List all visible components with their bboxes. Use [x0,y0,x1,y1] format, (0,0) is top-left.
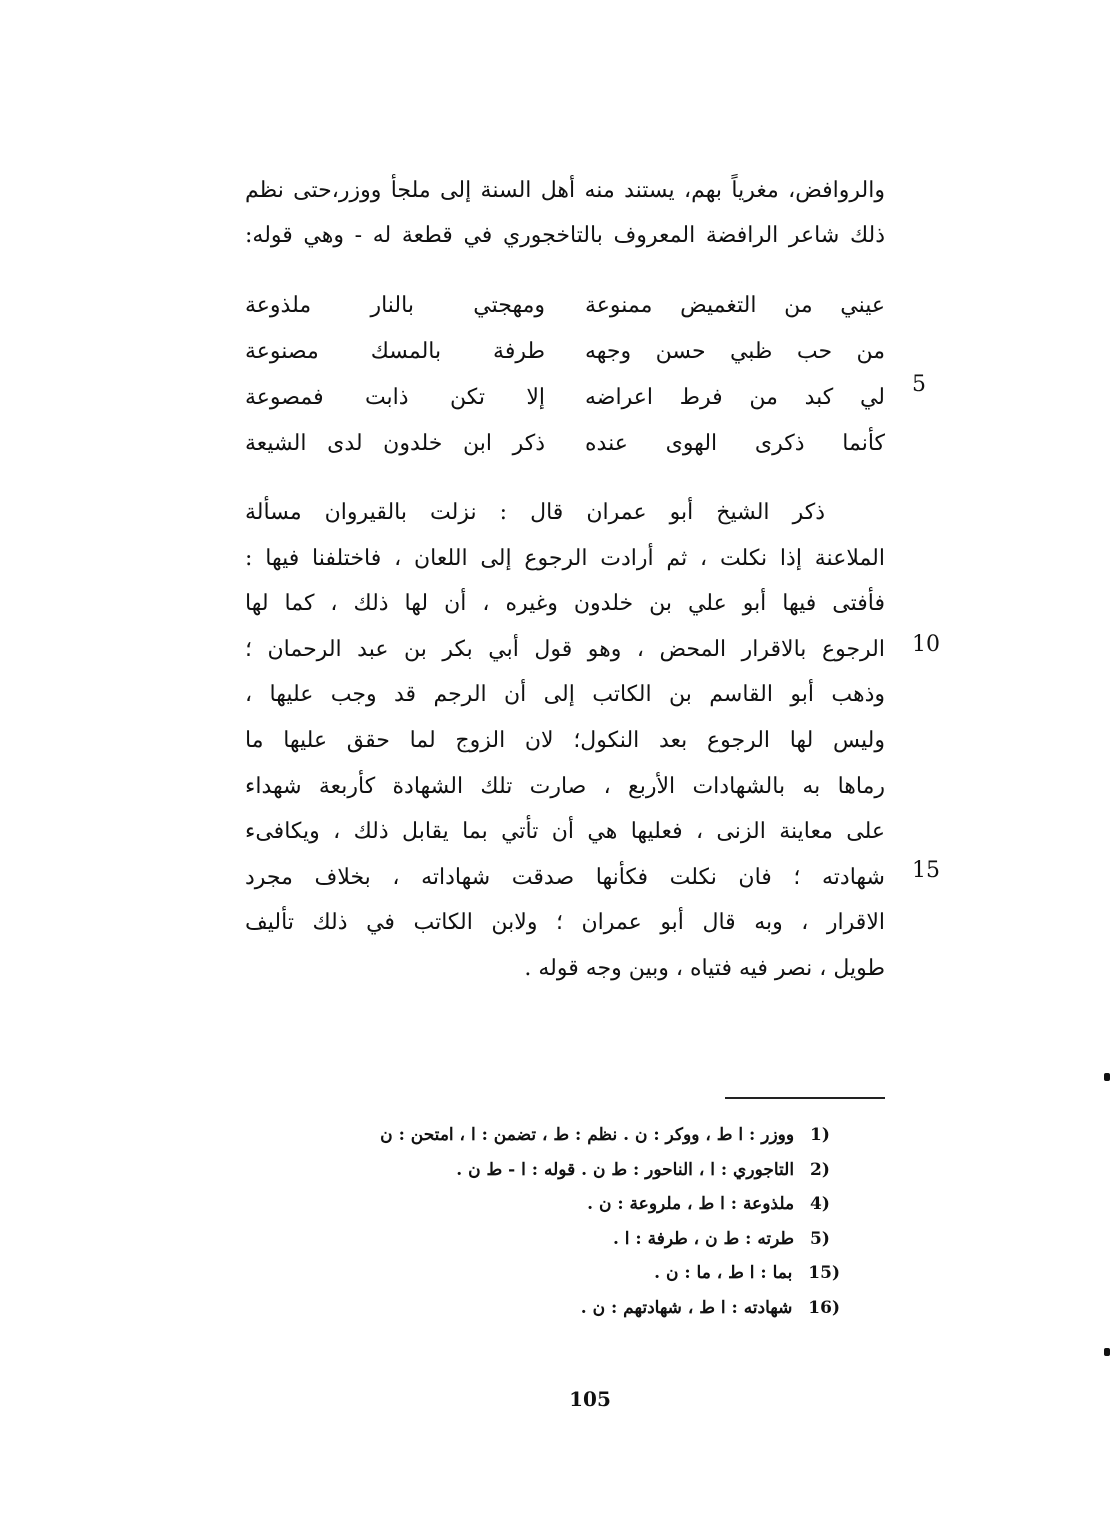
page-number: 105 [569,1387,611,1411]
verse-first-hemistich: عيني من التغميض ممنوعة [585,293,885,318]
text-line: طويل ، نصر فيه فتياه ، وبين وجه قوله . [524,955,885,981]
footnote-number: 4) [810,1194,830,1214]
footnote-number: 2) [810,1159,830,1180]
footnotes [250,1118,840,1325]
footnote-number: 1) [810,1125,830,1145]
text-line: ذلك شاعر الرافضة المعروف بالتاخجوري في قطعة له - وهي قوله: [245,223,885,248]
verse-second-hemistich: إلا تكن ذابت فمصوعة [245,385,545,410]
text-line: رماها به بالشهادات الأربع ، صارت تلك الشهادة كأربعة شهداء [245,773,885,799]
text-line: الاقرار ، وبه قال أبو عمران ؛ ولابن الكاتب في ذلك تأليف [245,910,885,936]
verse-first-hemistich: من حب ظبي حسن وجهه [585,339,885,364]
footnote [250,1153,840,1188]
verse-first-hemistich: كأنما ذكرى الهوى عنده [585,431,885,456]
line-number: 10 [912,632,940,657]
poem [245,283,885,467]
text-line: وليس لها الرجوع بعد النكول؛ لان الزوج لما حقق عليها ما [245,727,885,753]
scan-edge-mark [1104,1073,1110,1081]
footnote-text: ملذوعة : ا ط ، ملروعة : ن . [587,1194,795,1214]
footnote [250,1291,840,1326]
verse-second-hemistich: ذكر ابن خلدون لدى الشيعة [245,431,545,456]
footnote-divider [725,1097,885,1099]
poem-verse [245,329,885,375]
footnote-text: شهادته : ا ط ، شهادتهم : ن . [580,1297,793,1318]
footnote-number: 5) [810,1228,830,1249]
text-line: الرجوع بالاقرار المحض ، وهو قول أبي بكر بن عبد الرحمان ؛ [245,636,885,662]
text-line: على معاينة الزنى ، فعليها هي أن تأتي بما يقابل ذلك ، ويكافىء [245,819,885,845]
text-line: الملاعنة إذا نكلت ، ثم أرادت الرجوع إلى اللعان ، فاختلفنا فيها : [245,545,885,571]
footnote [250,1118,840,1153]
footnote [250,1222,840,1257]
footnote-text: ووزر : ا ط ، ووكر : ن . نظم : ط ، تضمن : ا ، امتحن : ن [380,1125,795,1145]
text-line: ذكر الشيخ أبو عمران قال : نزلت بالقيروان مسألة [245,500,825,525]
footnote-text: بما : ا ط ، ما : ن . [654,1263,793,1283]
text-line: فأفتى فيها أبو علي بن خلدون وغيره ، أن لها ذلك ، كما لها [245,591,885,617]
paragraph-intro [245,168,885,258]
footnote-number: 16) [808,1297,840,1318]
text-line: شهادته ؛ فان نكلت فكأنها صدقت شهاداته ، بخلاف مجرد [245,864,885,890]
poem-verse [245,375,885,421]
footnote-number: 15) [808,1263,840,1283]
footnote-text: طرته : ط ن ، طرفة : ا . [612,1228,795,1249]
paragraph-main [245,490,885,992]
verse-first-hemistich: لي كبد من فرط اعراضه [585,385,885,410]
verse-second-hemistich: طرفة بالمسك مصنوعة [245,339,545,364]
poem-verse [245,421,885,467]
scan-edge-mark [1104,1348,1110,1356]
footnote-text: التاجوري : ا ، الناحور : ط ن . قوله : ا - ط ن . [456,1159,795,1180]
line-number: 5 [912,372,926,397]
footnote [250,1187,840,1222]
poem-verse [245,283,885,329]
line-number: 15 [912,858,940,883]
text-line: والروافض، مغرياً بهم، يستند منه أهل السنة إلى ملجأ ووزر،حتى نظم [245,178,885,203]
verse-second-hemistich: ومهجتي بالنار ملذوعة [245,293,545,318]
footnote [250,1256,840,1291]
text-line: وذهب أبو القاسم بن الكاتب إلى أن الرجم قد وجب عليها ، [245,682,885,708]
